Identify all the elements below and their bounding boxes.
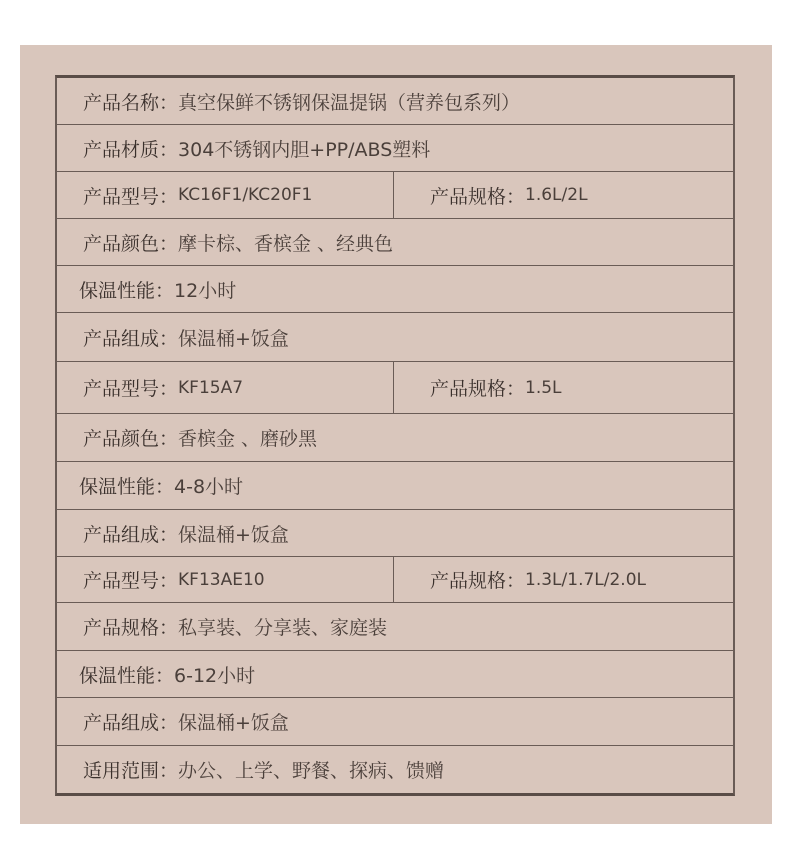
row-value: 1.6L/2L <box>525 185 588 205</box>
row-value: 1.3L/1.7L/2.0L <box>525 569 646 590</box>
row-color <box>57 414 733 462</box>
row-value: 1.5L <box>525 377 562 398</box>
row-label: 产品规格： <box>430 570 526 592</box>
row-spec <box>57 603 733 651</box>
row-label: 产品名称： <box>83 91 179 114</box>
row-usage <box>57 746 733 793</box>
row-label: 适用范围： <box>83 760 179 782</box>
product-spec-table <box>55 75 735 796</box>
row-model-spec <box>57 172 733 219</box>
row-label: 产品材质： <box>83 138 179 161</box>
row-value: 保温桶+饭盒 <box>178 523 289 546</box>
row-model-spec <box>57 362 733 414</box>
row-label: 产品颜色： <box>83 428 179 450</box>
row-value: KF13AE10 <box>178 569 265 590</box>
row-label: 产品规格： <box>430 378 526 400</box>
row-label: 产品组成： <box>83 327 179 350</box>
spec-cell <box>394 557 733 602</box>
row-value: 12小时 <box>174 279 237 302</box>
row-value: 304不锈钢内胆+PP/ABS塑料 <box>178 138 431 161</box>
row-value: 真空保鲜不锈钢保温提锅（营养包系列） <box>178 91 521 114</box>
row-value: 办公、上学、野餐、探病、馈赠 <box>178 760 445 782</box>
row-label: 产品规格： <box>83 617 179 639</box>
row-label: 产品组成： <box>83 712 179 734</box>
row-insulation <box>57 266 733 313</box>
row-label: 产品型号： <box>83 378 179 400</box>
row-value: 摩卡棕、香槟金 、经典色 <box>178 232 394 255</box>
row-value: 4-8小时 <box>174 476 244 498</box>
row-value: 6-12小时 <box>174 664 256 687</box>
row-insulation <box>57 651 733 698</box>
row-label: 保温性能： <box>79 476 175 498</box>
row-value: KF15A7 <box>178 377 244 398</box>
model-cell <box>57 362 394 413</box>
row-label: 产品颜色： <box>83 232 179 255</box>
row-insulation <box>57 462 733 510</box>
row-product-name <box>57 78 733 125</box>
row-label: 产品型号： <box>83 570 179 592</box>
row-value: 香槟金 、磨砂黑 <box>178 428 318 450</box>
row-value: 保温桶+饭盒 <box>178 712 289 734</box>
row-label: 保温性能： <box>79 279 175 302</box>
model-cell <box>57 172 394 218</box>
row-value: 私享装、分享装、家庭装 <box>178 617 388 639</box>
row-label: 保温性能： <box>79 664 175 687</box>
row-model-spec <box>57 557 733 603</box>
spec-cell <box>394 172 733 218</box>
row-composition <box>57 313 733 362</box>
model-cell <box>57 557 394 602</box>
row-value: 保温桶+饭盒 <box>178 327 289 350</box>
row-label: 产品型号： <box>83 185 179 208</box>
row-color <box>57 219 733 266</box>
row-composition <box>57 510 733 557</box>
spec-cell <box>394 362 733 413</box>
row-value: KC16F1/KC20F1 <box>178 185 313 205</box>
row-label: 产品组成： <box>83 523 179 546</box>
row-composition <box>57 698 733 746</box>
row-material <box>57 125 733 172</box>
row-label: 产品规格： <box>430 185 526 208</box>
